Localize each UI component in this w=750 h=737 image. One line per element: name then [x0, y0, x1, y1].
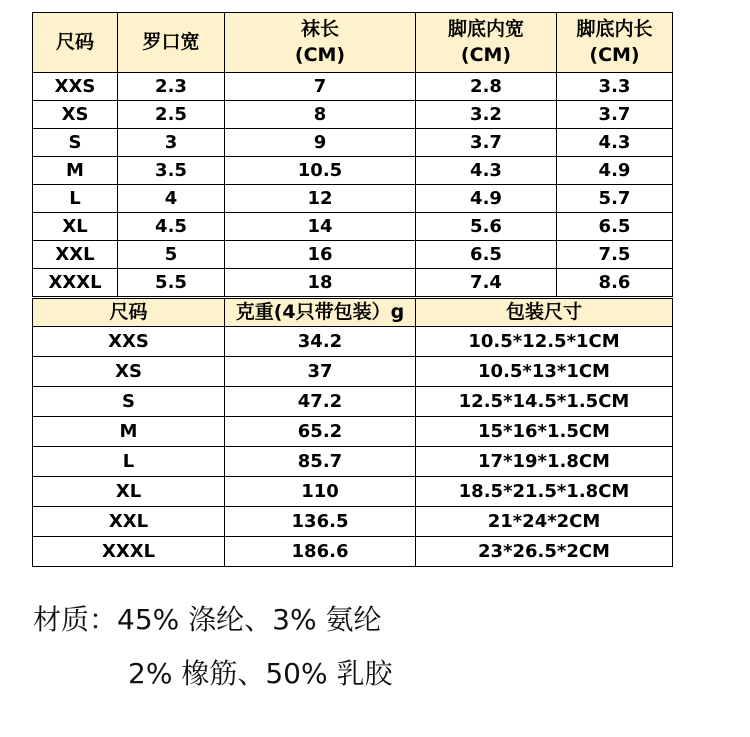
weight-cell: 47.2	[225, 387, 416, 417]
cuff-width-cell: 4.5	[118, 213, 225, 241]
sole-width-cell: 7.4	[416, 269, 557, 297]
package-row	[33, 387, 673, 417]
size-spec-row	[33, 129, 673, 157]
size-cell: XS	[33, 357, 225, 387]
size-spec-row	[33, 185, 673, 213]
sole-width-cell: 3.2	[416, 101, 557, 129]
size-cell: M	[33, 157, 118, 185]
sole-width-cell: 3.7	[416, 129, 557, 157]
sock-length-cell: 7	[225, 73, 416, 101]
weight-cell: 37	[225, 357, 416, 387]
package-row	[33, 357, 673, 387]
size-cell: L	[33, 447, 225, 477]
size-spec-row	[33, 241, 673, 269]
package-row	[33, 507, 673, 537]
col-header-sole-length: 脚底内长 (CM)	[557, 13, 673, 73]
sole-length-cell: 3.3	[557, 73, 673, 101]
sole-width-cell: 6.5	[416, 241, 557, 269]
cuff-width-cell: 5	[118, 241, 225, 269]
weight-cell: 65.2	[225, 417, 416, 447]
package-size-cell: 12.5*14.5*1.5CM	[416, 387, 673, 417]
sole-width-cell: 2.8	[416, 73, 557, 101]
size-cell: XXXL	[33, 269, 118, 297]
package-header-row	[33, 299, 673, 327]
cuff-width-cell: 3	[118, 129, 225, 157]
cuff-width-cell: 3.5	[118, 157, 225, 185]
size-spec-row	[33, 101, 673, 129]
size-cell: XXS	[33, 73, 118, 101]
sole-length-cell: 4.9	[557, 157, 673, 185]
cuff-width-cell: 2.5	[118, 101, 225, 129]
material-line-2: 2% 橡筋、50% 乳胶	[128, 657, 393, 690]
size-cell: XL	[33, 213, 118, 241]
size-cell: M	[33, 417, 225, 447]
col-header-weight: 克重(4只带包装）g	[225, 299, 416, 327]
package-row	[33, 537, 673, 567]
sock-length-cell: 12	[225, 185, 416, 213]
size-spec-header-row	[33, 13, 673, 73]
package-row	[33, 447, 673, 477]
package-size-cell: 17*19*1.8CM	[416, 447, 673, 477]
size-spec-row	[33, 269, 673, 297]
package-size-cell: 23*26.5*2CM	[416, 537, 673, 567]
col-header-sock-length: 袜长 (CM)	[225, 13, 416, 73]
package-size-cell: 10.5*12.5*1CM	[416, 327, 673, 357]
size-cell: S	[33, 387, 225, 417]
weight-cell: 136.5	[225, 507, 416, 537]
size-cell: XXS	[33, 327, 225, 357]
col-header-size: 尺码	[33, 299, 225, 327]
weight-cell: 186.6	[225, 537, 416, 567]
sole-length-cell: 7.5	[557, 241, 673, 269]
sole-length-cell: 8.6	[557, 269, 673, 297]
weight-cell: 85.7	[225, 447, 416, 477]
size-cell: XXXL	[33, 537, 225, 567]
sock-length-cell: 16	[225, 241, 416, 269]
size-cell: XL	[33, 477, 225, 507]
sock-length-cell: 8	[225, 101, 416, 129]
package-row	[33, 417, 673, 447]
size-spec-row	[33, 157, 673, 185]
sock-length-cell: 9	[225, 129, 416, 157]
cuff-width-cell: 4	[118, 185, 225, 213]
package-row	[33, 477, 673, 507]
size-cell: S	[33, 129, 118, 157]
sole-width-cell: 4.9	[416, 185, 557, 213]
sock-length-cell: 10.5	[225, 157, 416, 185]
size-cell: XS	[33, 101, 118, 129]
col-header-cuff-width: 罗口宽	[118, 13, 225, 73]
package-size-cell: 18.5*21.5*1.8CM	[416, 477, 673, 507]
weight-cell: 110	[225, 477, 416, 507]
size-cell: XXL	[33, 507, 225, 537]
sole-length-cell: 6.5	[557, 213, 673, 241]
size-spec-table	[32, 12, 673, 297]
sock-length-cell: 18	[225, 269, 416, 297]
package-weight-table	[32, 298, 673, 567]
package-size-cell: 15*16*1.5CM	[416, 417, 673, 447]
size-spec-row	[33, 213, 673, 241]
size-spec-row	[33, 73, 673, 101]
cuff-width-cell: 5.5	[118, 269, 225, 297]
sole-length-cell: 5.7	[557, 185, 673, 213]
size-cell: XXL	[33, 241, 118, 269]
package-size-cell: 10.5*13*1CM	[416, 357, 673, 387]
sole-width-cell: 5.6	[416, 213, 557, 241]
size-cell: L	[33, 185, 118, 213]
package-size-cell: 21*24*2CM	[416, 507, 673, 537]
sole-length-cell: 3.7	[557, 101, 673, 129]
material-line-1: 材质：45% 涤纶、3% 氨纶	[33, 603, 382, 636]
col-header-package-size: 包装尺寸	[416, 299, 673, 327]
weight-cell: 34.2	[225, 327, 416, 357]
col-header-size: 尺码	[33, 13, 118, 73]
sole-width-cell: 4.3	[416, 157, 557, 185]
cuff-width-cell: 2.3	[118, 73, 225, 101]
col-header-sole-width: 脚底内宽 (CM)	[416, 13, 557, 73]
sole-length-cell: 4.3	[557, 129, 673, 157]
package-row	[33, 327, 673, 357]
sock-length-cell: 14	[225, 213, 416, 241]
